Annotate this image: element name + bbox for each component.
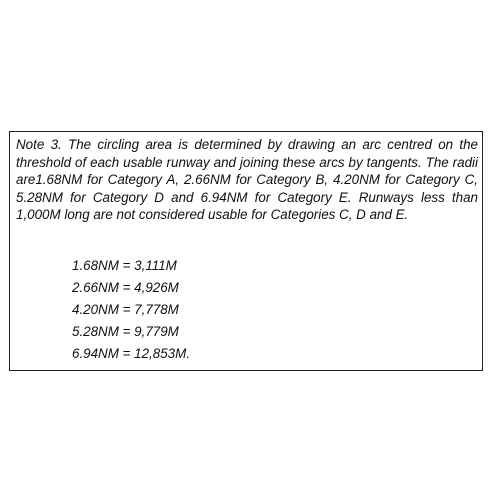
conversion-item: 2.66NM = 4,926M	[72, 280, 179, 295]
conversion-item: 4.20NM = 7,778M	[72, 302, 179, 317]
conversion-item: 5.28NM = 9,779M	[72, 324, 179, 339]
conversion-item: 6.94NM = 12,853M.	[72, 346, 190, 361]
note-paragraph: Note 3. The circling area is determined by drawing an arc centred on the threshold of each usable runway and joining these arcs by tangents. The radii are1.68NM for Category A, 2.66NM for Category B, 4.20NM for Category C, 5.28NM for Category D and 6.94NM for Category E. Runways less than 1,000M long are not considered usable for Categories C, D and E.	[16, 137, 478, 223]
note-box	[9, 131, 483, 371]
conversion-item: 1.68NM = 3,111M	[72, 258, 177, 273]
conversion-list	[72, 255, 190, 365]
